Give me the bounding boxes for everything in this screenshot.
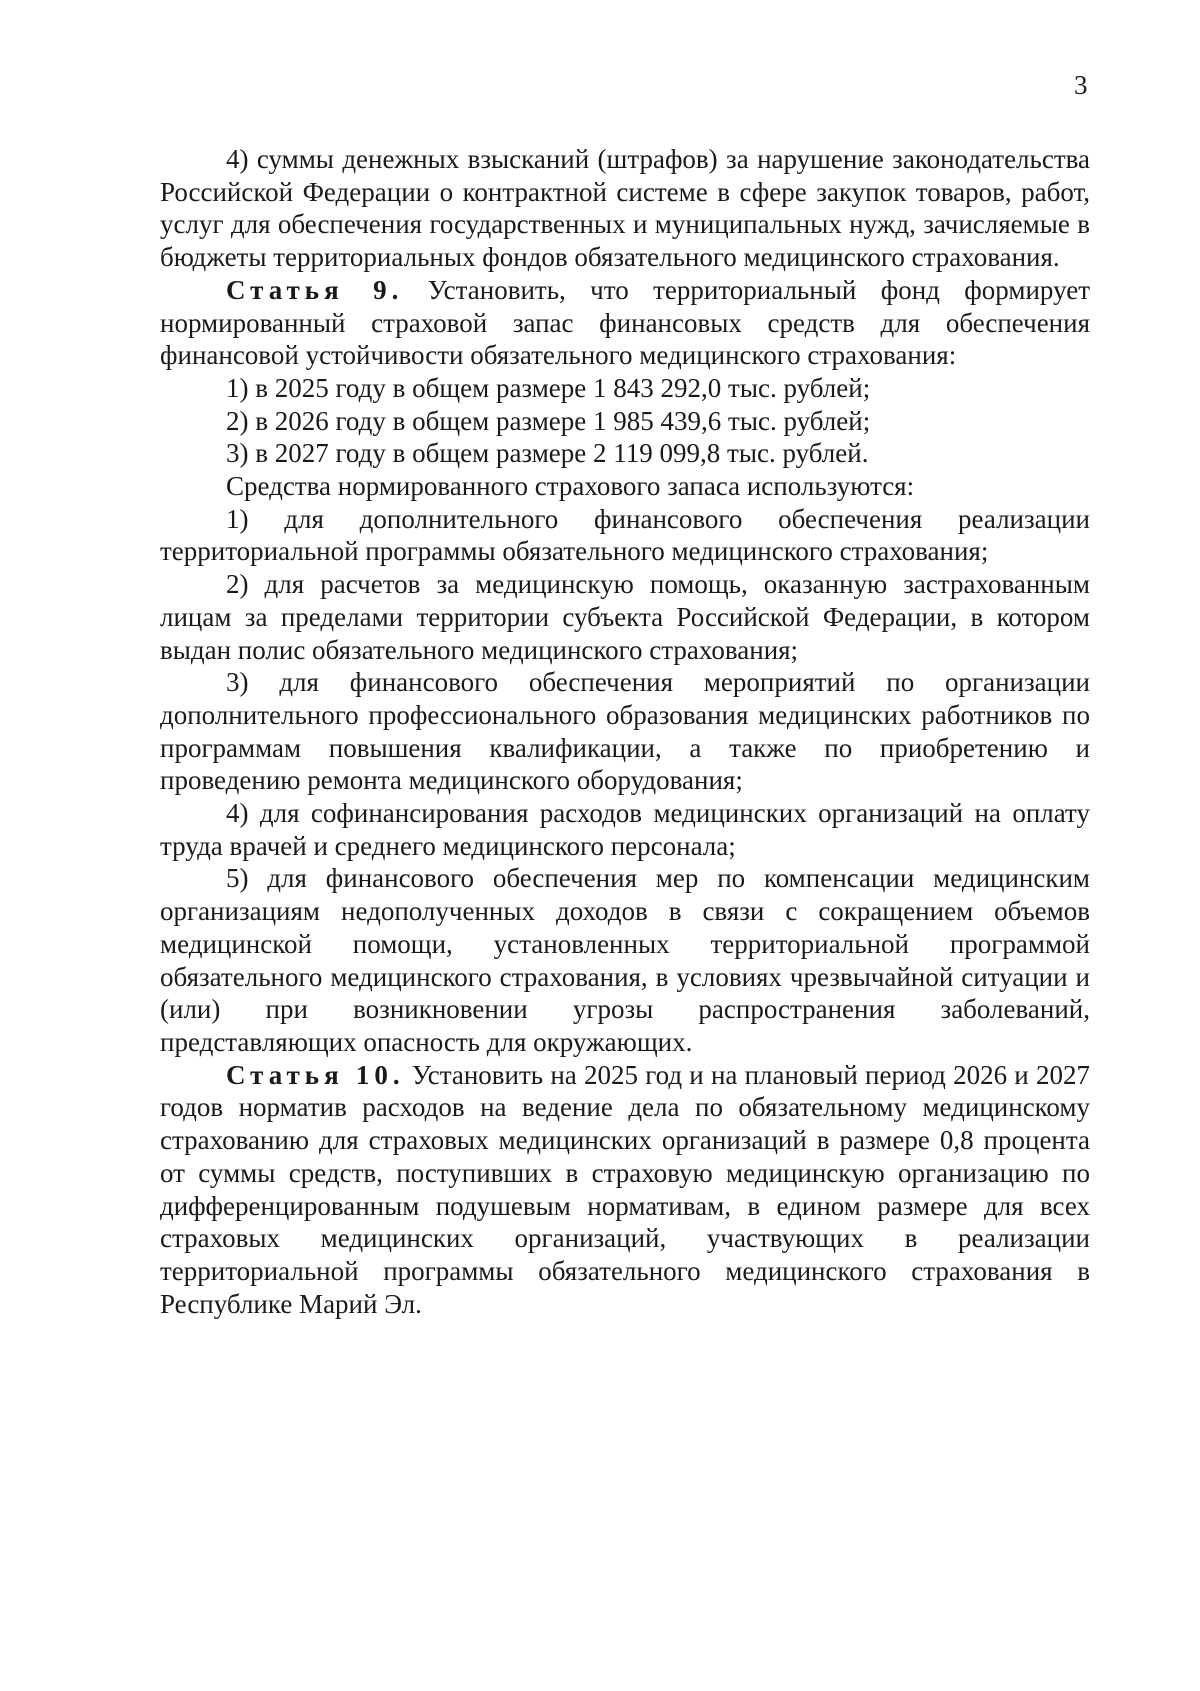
reserve-2026: 2) в 2026 году в общем размере 1 985 439,6 тыс. рублей; [226, 405, 871, 436]
article-10-heading: Статья 10. [226, 1059, 405, 1090]
reserve-usage-item-3: 3) для финансового обеспечения мероприятий по организации дополнительного профессионального образования медицинских работников по программам повышения квалификации, а также по приобретению и проведению ремонта медицинского оборудования; [160, 667, 1090, 796]
reserve-2025: 1) в 2025 году в общем размере 1 843 292,0 тыс. рублей; [226, 372, 871, 403]
article-10-text: Установить на 2025 год и на плановый период 2026 и 2027 годов норматив расходов на ведение дела по обязательному медицинскому страхованию для страховых медицинских организаций в размере 0,8 процента от суммы средств, поступивших в страховую медицинскую организацию по дифференцированным подушевым нормативам, в едином размере для всех страховых медицинских организаций, участвующих в реализации территориальной программы обязательного медицинского страхования в Республике Марий Эл. [160, 1059, 1090, 1319]
article-9-heading: Статья 9. [226, 274, 404, 305]
reserve-usage-item-2: 2) для расчетов за медицинскую помощь, оказанную застрахованным лицам за пределами территории субъекта Российской Федерации, в котором выдан полис обязательного медицинского страхования; [160, 569, 1090, 665]
reserve-usage-intro: Средства нормированного страхового запаса используются: [226, 471, 915, 502]
article-9-text: Установить, что территориальный фонд формирует нормированный страховой запас финансовых средств для обеспечения финансовой устойчивости обязательного медицинского страхования: [160, 274, 1090, 371]
paragraph-fines: 4) суммы денежных взысканий (штрафов) за нарушение законодательства Российской Федерации о контрактной системе в сфере закупок товаров, работ, услуг для обеспечения государственных и муниципальных нужд, зачисляемые в бюджеты территориальных фондов обязательного медицинского страхования. [160, 144, 1090, 273]
document-body [160, 143, 1090, 1320]
article-10-paragraph [160, 1059, 1090, 1321]
reserve-usage-item-1: 1) для дополнительного финансового обеспечения реализации территориальной программы обязательного медицинского страхования; [160, 503, 1090, 567]
article-9-paragraph [160, 274, 1090, 372]
reserve-usage-item-4: 4) для софинансирования расходов медицинских организаций на оплату труда врачей и среднего медицинского персонала; [160, 798, 1090, 861]
page-number: 3 [1074, 70, 1088, 100]
reserve-usage-item-5: 5) для финансового обеспечения мер по компенсации медицинским организациям недополученных доходов в связи с сокращением объемов медицинской помощи, установленных территориальной программой обязательного медицинского страхования, в условиях чрезвычайной ситуации и (или) при возникновении угрозы распространения заболеваний, представляющих опасность для окружающих. [160, 863, 1090, 1057]
reserve-2027: 3) в 2027 году в общем размере 2 119 099,8 тыс. рублей. [226, 438, 869, 469]
